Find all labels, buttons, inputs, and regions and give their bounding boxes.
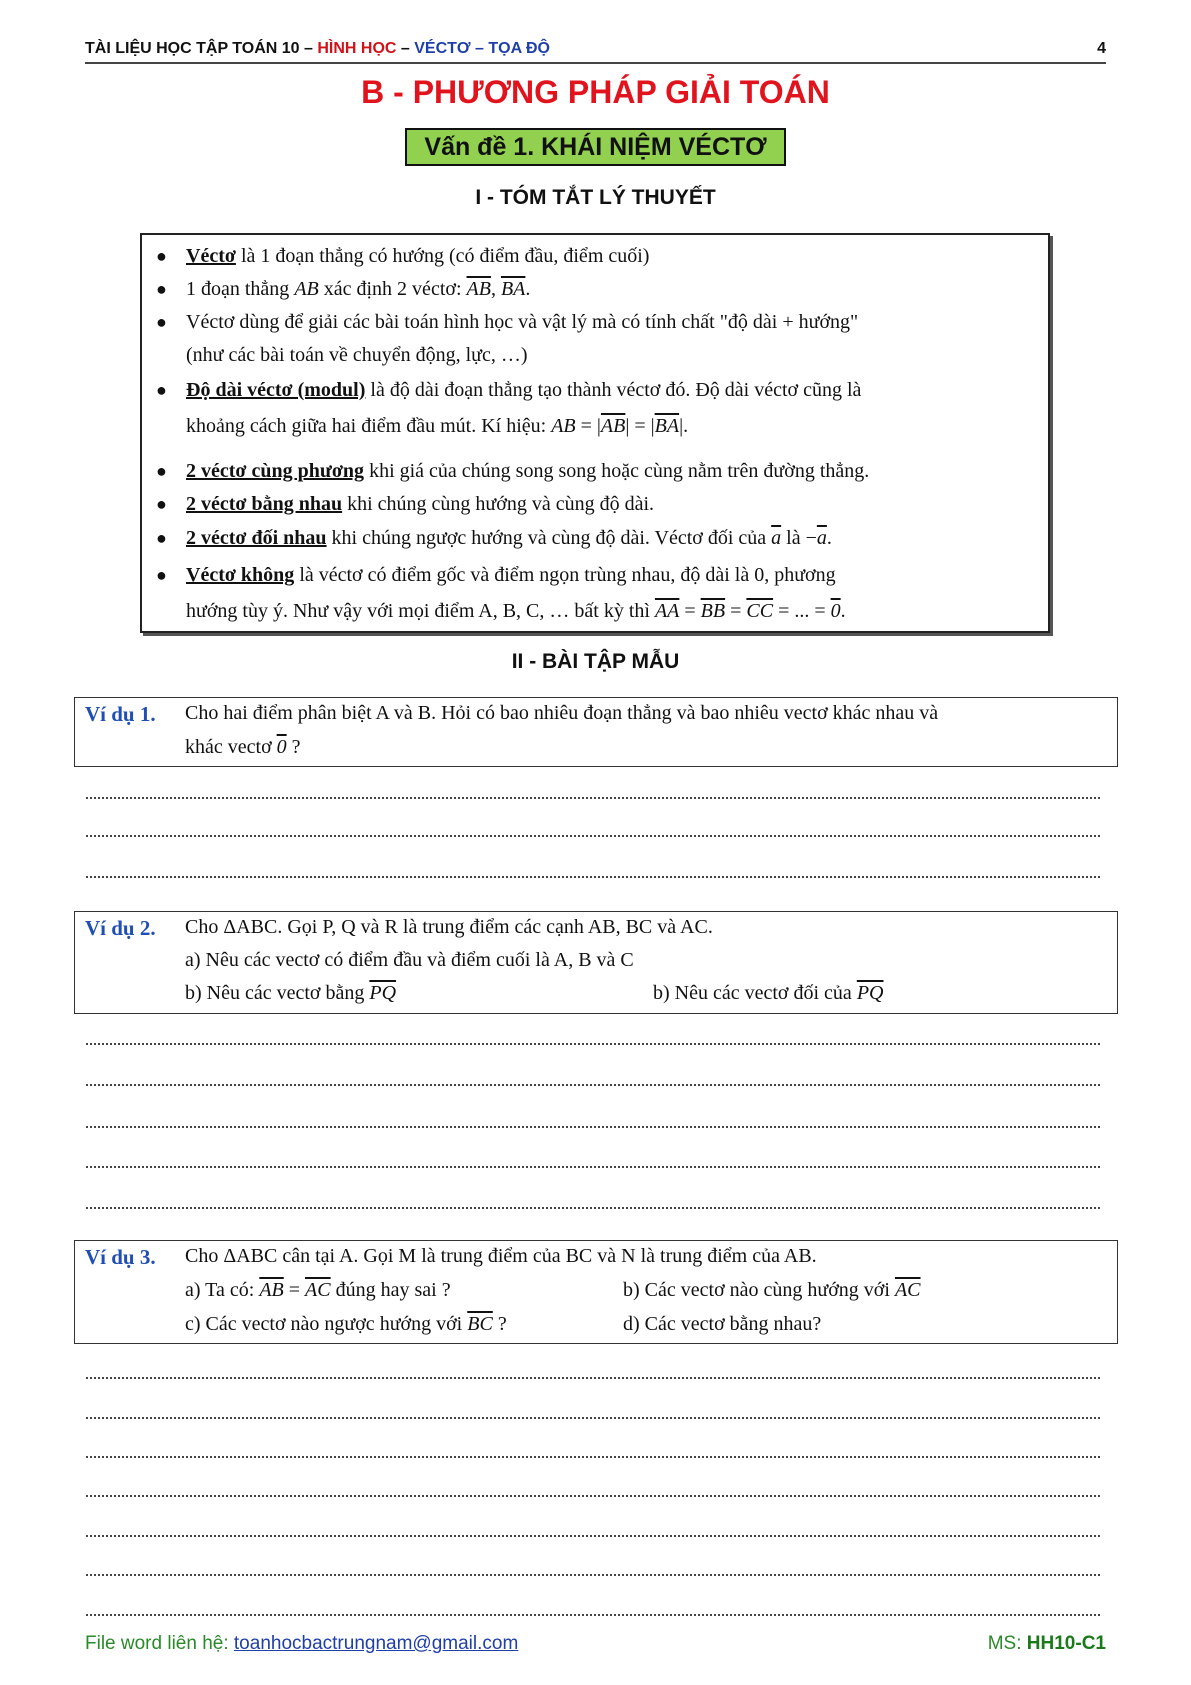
vector: $\overline{AA}$ (654, 600, 680, 622)
vector: $\overline{BA}$ (654, 415, 680, 437)
text: . (840, 600, 846, 622)
page-footer (85, 1633, 1106, 1663)
answer-line (86, 1456, 1100, 1458)
answer-line (86, 835, 1100, 837)
example-part-a: a) Nêu các vectơ có điểm đầu và điểm cuối là A, B và C (185, 949, 634, 971)
answer-line (86, 1126, 1100, 1128)
answer-line (86, 1614, 1100, 1616)
answer-line (86, 876, 1100, 878)
text: là 1 đoạn thẳng có hướng (có điểm đầu, điểm cuối) (235, 245, 650, 267)
text: = ... = (773, 600, 831, 622)
header-title (85, 40, 550, 58)
text: ? (492, 1313, 507, 1335)
vector: $\overline{BA}$ (500, 278, 526, 300)
text: a) Ta có: (185, 1279, 260, 1301)
term: 2 véctơ bằng nhau (186, 493, 343, 515)
term: Véctơ không (186, 564, 295, 586)
theory-box (140, 233, 1050, 633)
example-part-b (623, 1279, 921, 1302)
vector: $\overline{PQ}$ (369, 982, 397, 1004)
text: hướng tùy ý. Như vậy với mọi điểm A, B, C, … bất kỳ thì (186, 600, 655, 622)
bullet-icon: ● (156, 246, 167, 266)
term: 2 véctơ đối nhau (186, 527, 327, 549)
theory-item (156, 455, 1036, 488)
text: c) Các vectơ nào ngược hướng với (185, 1313, 468, 1335)
example-label: Ví dụ 1. (85, 702, 156, 726)
example-text: Cho ΔABC cân tại A. Gọi M là trung điểm của BC và N là trung điểm của AB. (185, 1245, 817, 1267)
example-text (185, 736, 1107, 759)
text: b) Nêu các vectơ đối của (653, 982, 857, 1004)
bullet-icon: ● (156, 528, 167, 548)
text: là độ dài đoạn thẳng tạo thành véctơ đó. Độ dài véctơ cũng là (365, 379, 862, 401)
text: (như các bài toán về chuyển động, lực, …) (186, 344, 528, 366)
text: xác định 2 véctơ: (318, 278, 467, 300)
page-number: 4 (1097, 40, 1106, 57)
vector: $\overline{PQ}$ (856, 982, 884, 1004)
bullet-icon: ● (156, 494, 167, 514)
example-label: Ví dụ 2. (85, 916, 156, 940)
text: là véctơ có điểm gốc và điểm ngọn trùng nhau, độ dài là 0, phương (294, 564, 836, 586)
example-part-d: d) Các vectơ bằng nhau? (623, 1313, 822, 1335)
text: Véctơ dùng để giải các bài toán hình học và vật lý mà có tính chất "độ dài + hướng" (186, 311, 859, 333)
text: là − (781, 527, 817, 549)
text: đúng hay sai ? (330, 1279, 451, 1301)
vector: $\overline{AB}$ (259, 1279, 284, 1301)
answer-line (86, 1417, 1100, 1419)
example-part-b (185, 982, 396, 1005)
text: = (283, 1279, 306, 1301)
theory-item (156, 488, 1036, 521)
text: khi chúng cùng hướng và cùng độ dài. (342, 493, 655, 515)
example-text: Cho hai điểm phân biệt A và B. Hỏi có bao nhiêu đoạn thẳng và bao nhiêu vectơ khác nhau và (185, 702, 939, 724)
header-part1: TÀI LIỆU HỌC TẬP TOÁN 10 – (85, 40, 318, 57)
email-link[interactable]: toanhocbactrungnam@gmail.com (233, 1633, 519, 1654)
text: b) Các vectơ nào cùng hướng với (623, 1279, 895, 1301)
text: . (826, 527, 832, 549)
text: , (490, 278, 501, 300)
header-part2: HÌNH HỌC (317, 40, 397, 57)
vector: $\overline{a}$ (771, 527, 782, 549)
theory-item (156, 273, 1036, 306)
answer-line (86, 1377, 1100, 1379)
text: 1 đoạn thẳng (186, 278, 295, 300)
example-part-c (185, 1313, 507, 1336)
vector: $\overline{AC}$ (305, 1279, 331, 1301)
term: Độ dài véctơ (modul) (186, 379, 366, 401)
bullet-icon: ● (156, 461, 167, 481)
answer-line (86, 1207, 1100, 1209)
bullet-icon: ● (156, 279, 167, 299)
text: . (525, 278, 531, 300)
footer-label: File word liên hệ: (85, 1633, 234, 1654)
math: AB (551, 415, 576, 437)
example-text: Cho ΔABC. Gọi P, Q và R là trung điểm các cạnh AB, BC và AC. (185, 916, 713, 938)
main-title: B - PHƯƠNG PHÁP GIẢI TOÁN (361, 74, 830, 110)
bullet-icon: ● (156, 312, 167, 332)
bullet-icon: ● (156, 565, 167, 585)
vector: $\overline{a}$ (816, 527, 827, 549)
example-part-a (185, 1279, 451, 1302)
example-label: Ví dụ 3. (85, 1245, 156, 1269)
ms-code: HH10-C1 (1026, 1633, 1106, 1654)
vector: 0 (276, 736, 287, 758)
answer-line (86, 1535, 1100, 1537)
term: 2 véctơ cùng phương (186, 460, 365, 482)
vector: $\overline{AB}$ (600, 415, 626, 437)
text: khoảng cách giữa hai điểm đầu mút. Kí hiệu: (186, 415, 552, 437)
section2-title: II - BÀI TẬP MẪU (511, 650, 680, 673)
text: b) Nêu các vectơ bằng (185, 982, 370, 1004)
text: ? (286, 736, 301, 758)
math: AB (294, 278, 319, 300)
term: Véctơ (186, 245, 236, 267)
vector: $\overline{AC}$ (894, 1279, 921, 1301)
theory-item: ● Véctơ không là véctơ có điểm gốc và điểm ngọn trùng nhau, độ dài là 0, phương hướng tùy ý. Như vậy với mọi điểm A, B, C, … bất kỳ thì $\overline{AA} = \overline{BB} = \overline{CC}$ = ... = 0. (156, 557, 1036, 629)
ms-label: MS: (987, 1633, 1027, 1654)
answer-line (86, 1574, 1100, 1576)
example-2-box (74, 911, 1118, 1014)
footer-ms (988, 1633, 1106, 1655)
bullet-icon: ● (156, 380, 167, 400)
footer-contact (85, 1633, 518, 1655)
example-3-box (74, 1240, 1118, 1344)
header-part4: VÉCTƠ – TỌA ĐỘ (414, 40, 550, 57)
answer-line (86, 1043, 1100, 1045)
example-part-c (653, 982, 883, 1005)
text: khác vectơ (185, 736, 277, 758)
theory-item (156, 240, 1036, 273)
answer-line (86, 797, 1100, 799)
vector: $\overline{BB}$ (700, 600, 726, 622)
vector: $\overline{BC}$ (467, 1313, 493, 1335)
vector: $\overline{CC}$ (746, 600, 774, 622)
theory-item: ● Độ dài véctơ (modul) là độ dài đoạn thẳng tạo thành véctơ đó. Độ dài véctơ cũng là khoảng cách giữa hai điểm đầu mút. Kí hiệu: AB = $|\overline{AB}| = |\overline{BA}|$. (156, 372, 1036, 444)
text: khi chúng ngược hướng và cùng độ dài. Véctơ đối của (326, 527, 772, 549)
text: khi giá của chúng song song hoặc cùng nằm trên đường thẳng. (364, 460, 870, 482)
theory-item (156, 306, 1036, 372)
topic-title: Vấn đề 1. KHÁI NIỆM VÉCTƠ (405, 128, 786, 166)
vector: 0 (830, 600, 841, 622)
theory-item (156, 522, 1036, 555)
answer-line (86, 1084, 1100, 1086)
example-1-box (74, 697, 1118, 767)
answer-line (86, 1495, 1100, 1497)
answer-line (86, 1166, 1100, 1168)
section1-title: I - TÓM TẮT LÝ THUYẾT (475, 186, 716, 209)
page-header (85, 38, 1106, 64)
header-part3: – (396, 40, 415, 57)
vector: $\overline{AB}$ (466, 278, 491, 300)
